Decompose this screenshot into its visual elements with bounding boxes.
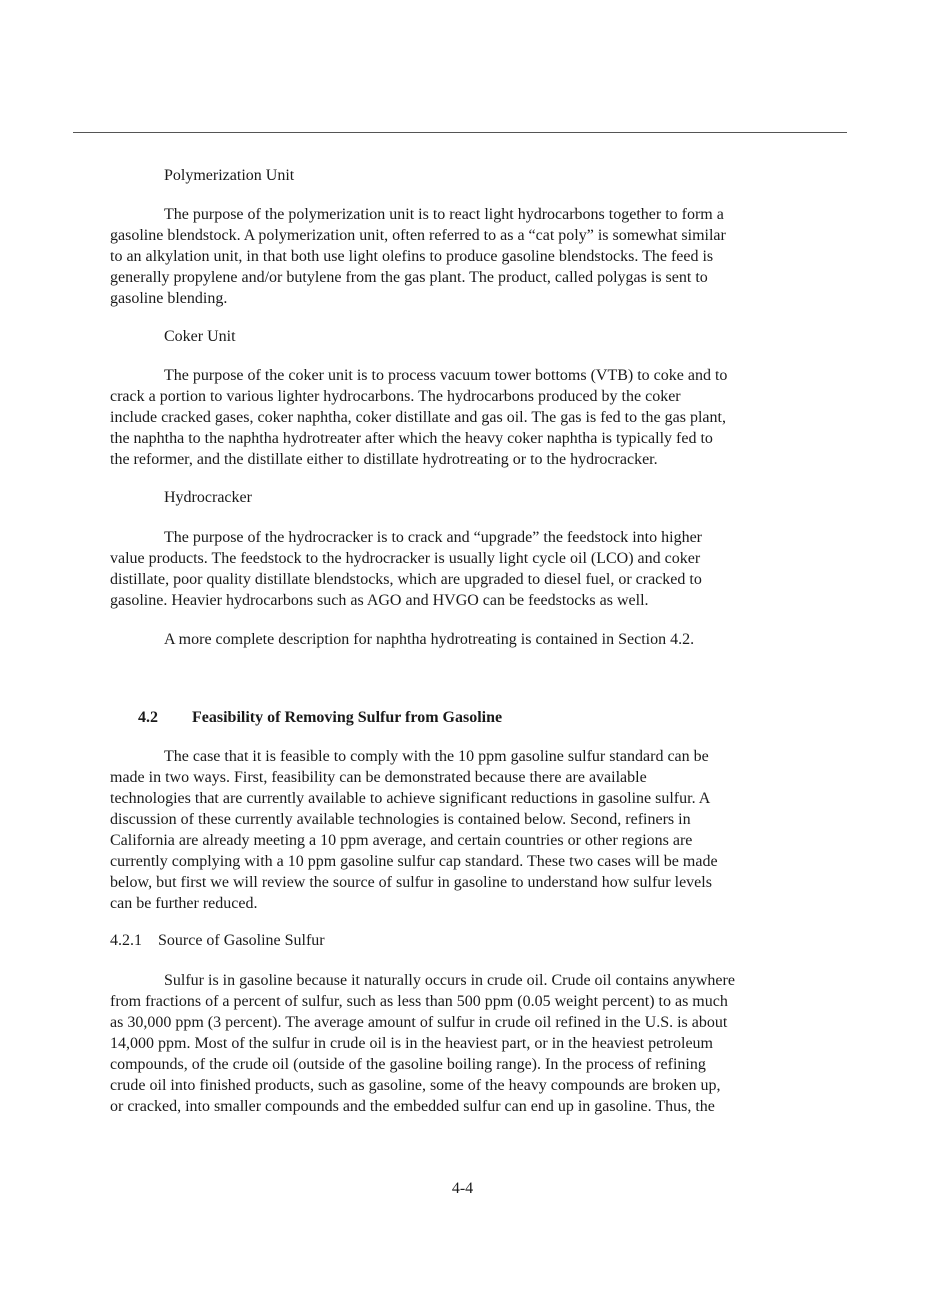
paragraph-feasibility [110,746,840,914]
text-line: as 30,000 ppm (3 percent). The average amount of sulfur in crude oil refined in the U.S. is about [110,1014,728,1031]
text-line: gasoline blendstock. A polymerization unit, often referred to as a “cat poly” is somewhat similar [110,227,726,244]
text-line: The purpose of the polymerization unit is to react light hydrocarbons together to form a [164,206,724,223]
text-line: The purpose of the hydrocracker is to crack and “upgrade” the feedstock into higher [164,529,702,546]
paragraph-hydrocracker [110,527,840,611]
text-line: or cracked, into smaller compounds and the embedded sulfur can end up in gasoline. Thus, the [110,1098,715,1115]
text-line: distillate, poor quality distillate blendstocks, which are upgraded to diesel fuel, or cracked to [110,571,702,588]
text-line: technologies that are currently available to achieve significant reductions in gasoline sulfur. A [110,790,711,807]
text-line: the naphtha to the naphtha hydrotreater after which the heavy coker naphtha is typically fed to [110,430,713,447]
paragraph-sulfur-source [110,970,840,1117]
text-line: currently complying with a 10 ppm gasoline sulfur cap standard. These two cases will be made [110,853,718,870]
paragraph-coker [110,365,840,470]
text-line: compounds, of the crude oil (outside of the gasoline boiling range). In the process of refining [110,1056,706,1073]
heading-hydrocracker: Hydrocracker [164,489,252,506]
text-line: The case that it is feasible to comply with the 10 ppm gasoline sulfur standard can be [164,748,709,765]
text-line: crack a portion to various lighter hydrocarbons. The hydrocarbons produced by the coker [110,388,681,405]
text-line: 14,000 ppm. Most of the sulfur in crude oil is in the heaviest part, or in the heaviest petroleum [110,1035,713,1052]
text-line: generally propylene and/or butylene from the gas plant. The product, called polygas is sent to [110,269,708,286]
text-line: gasoline. Heavier hydrocarbons such as AGO and HVGO can be feedstocks as well. [110,592,649,609]
text-line: made in two ways. First, feasibility can be demonstrated because there are available [110,769,647,786]
header-rule [73,132,847,133]
text-line: the reformer, and the distillate either to distillate hydrotreating or to the hydrocracker. [110,451,658,468]
text-line: below, but first we will review the source of sulfur in gasoline to understand how sulfur levels [110,874,712,891]
section-number: 4.2 [138,709,158,726]
text-line: to an alkylation unit, in that both use light olefins to produce gasoline blendstocks. The feed is [110,248,714,265]
text-line: The purpose of the coker unit is to process vacuum tower bottoms (VTB) to coke and to [164,367,728,384]
text-line: discussion of these currently available technologies is contained below. Second, refiners in [110,811,691,828]
text-line: gasoline blending. [110,290,228,307]
section-title: Feasibility of Removing Sulfur from Gasoline [192,709,503,726]
text-line: value products. The feedstock to the hydrocracker is usually light cycle oil (LCO) and coker [110,550,701,567]
subsection-heading: 4.2.1 Source of Gasoline Sulfur [110,932,325,949]
text-line: A more complete description for naphtha hydrotreating is contained in Section 4.2. [164,631,695,648]
paragraph-naphtha-reference [110,629,840,650]
text-line: include cracked gases, coker naphtha, coker distillate and gas oil. The gas is fed to the gas plant, [110,409,726,426]
heading-polymerization-unit: Polymerization Unit [164,167,295,184]
text-line: crude oil into finished products, such as gasoline, some of the heavy compounds are broken up, [110,1077,721,1094]
text-line: California are already meeting a 10 ppm average, and certain countries or other regions are [110,832,693,849]
text-line: can be further reduced. [110,895,258,912]
paragraph-polymerization [110,204,840,309]
page-number: 4-4 [451,1180,474,1197]
heading-coker-unit: Coker Unit [164,328,236,345]
text-line: Sulfur is in gasoline because it naturally occurs in crude oil. Crude oil contains anywhere [164,972,735,989]
text-line: from fractions of a percent of sulfur, such as less than 500 ppm (0.05 weight percent) to as much [110,993,728,1010]
